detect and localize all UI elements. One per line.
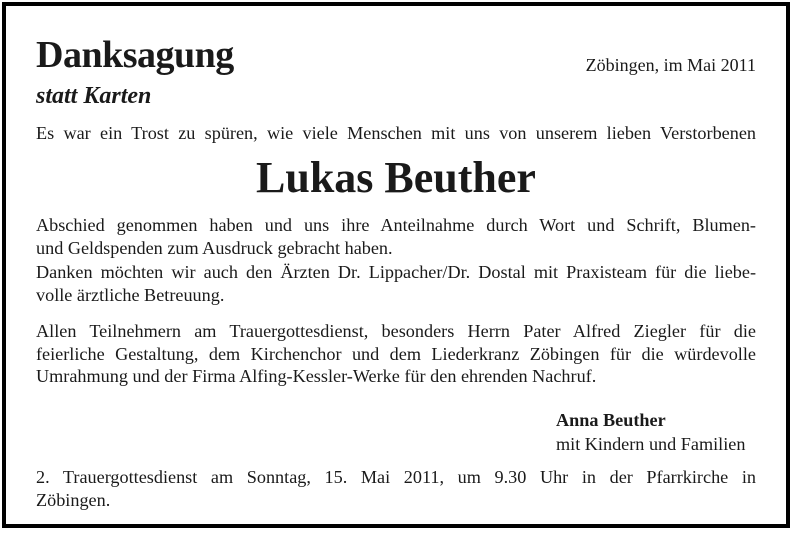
intro-line: Es war ein Trost zu spüren, wie viele Menschen mit uns von unserem lieben Verstorbenen	[36, 123, 756, 143]
signature	[556, 408, 745, 456]
intro-text	[36, 122, 756, 145]
footer-note	[36, 466, 756, 511]
paragraph-line: und Geldspenden zum Ausdruck gebracht haben.	[36, 237, 393, 258]
paragraph-line: Danken möchten wir auch den Ärzten Dr. Lippacher/Dr. Dostal mit Praxisteam für die liebe-	[36, 262, 756, 282]
paragraph-line: Umrahmung und der Firma Alfing-Kessler-Werke für den ehrenden Nachruf.	[36, 366, 597, 386]
paragraph-line: feierliche Gestaltung, dem Kirchenchor und dem Liederkranz Zöbingen für die würdevolle	[36, 343, 756, 364]
obituary-notice	[2, 2, 790, 528]
place-date: Zöbingen, im Mai 2011	[585, 55, 756, 75]
paragraph-1	[36, 214, 756, 259]
signature-name: Anna Beuther	[556, 410, 666, 430]
paragraph-line: volle ärztliche Betreuung.	[36, 284, 225, 305]
notice-subtitle: statt Karten	[36, 83, 152, 109]
signature-subtext: mit Kindern und Familien	[556, 434, 746, 454]
footer-line: 2. Trauergottesdienst am Sonntag, 15. Mai 2011, um 9.30 Uhr in der Pfarrkirche in	[36, 467, 756, 487]
paragraph-line: Abschied genommen haben und uns ihre Anteilnahme durch Wort und Schrift, Blumen-	[36, 215, 756, 235]
paragraph-3	[36, 320, 756, 388]
deceased-name: Lukas Beuther	[256, 153, 536, 202]
footer-line: Zöbingen.	[36, 489, 111, 510]
paragraph-line: Allen Teilnehmern am Trauergottesdienst, besonders Herrn Pater Alfred Ziegler für die	[36, 321, 756, 341]
paragraph-2	[36, 261, 756, 306]
notice-title: Danksagung	[36, 34, 234, 76]
